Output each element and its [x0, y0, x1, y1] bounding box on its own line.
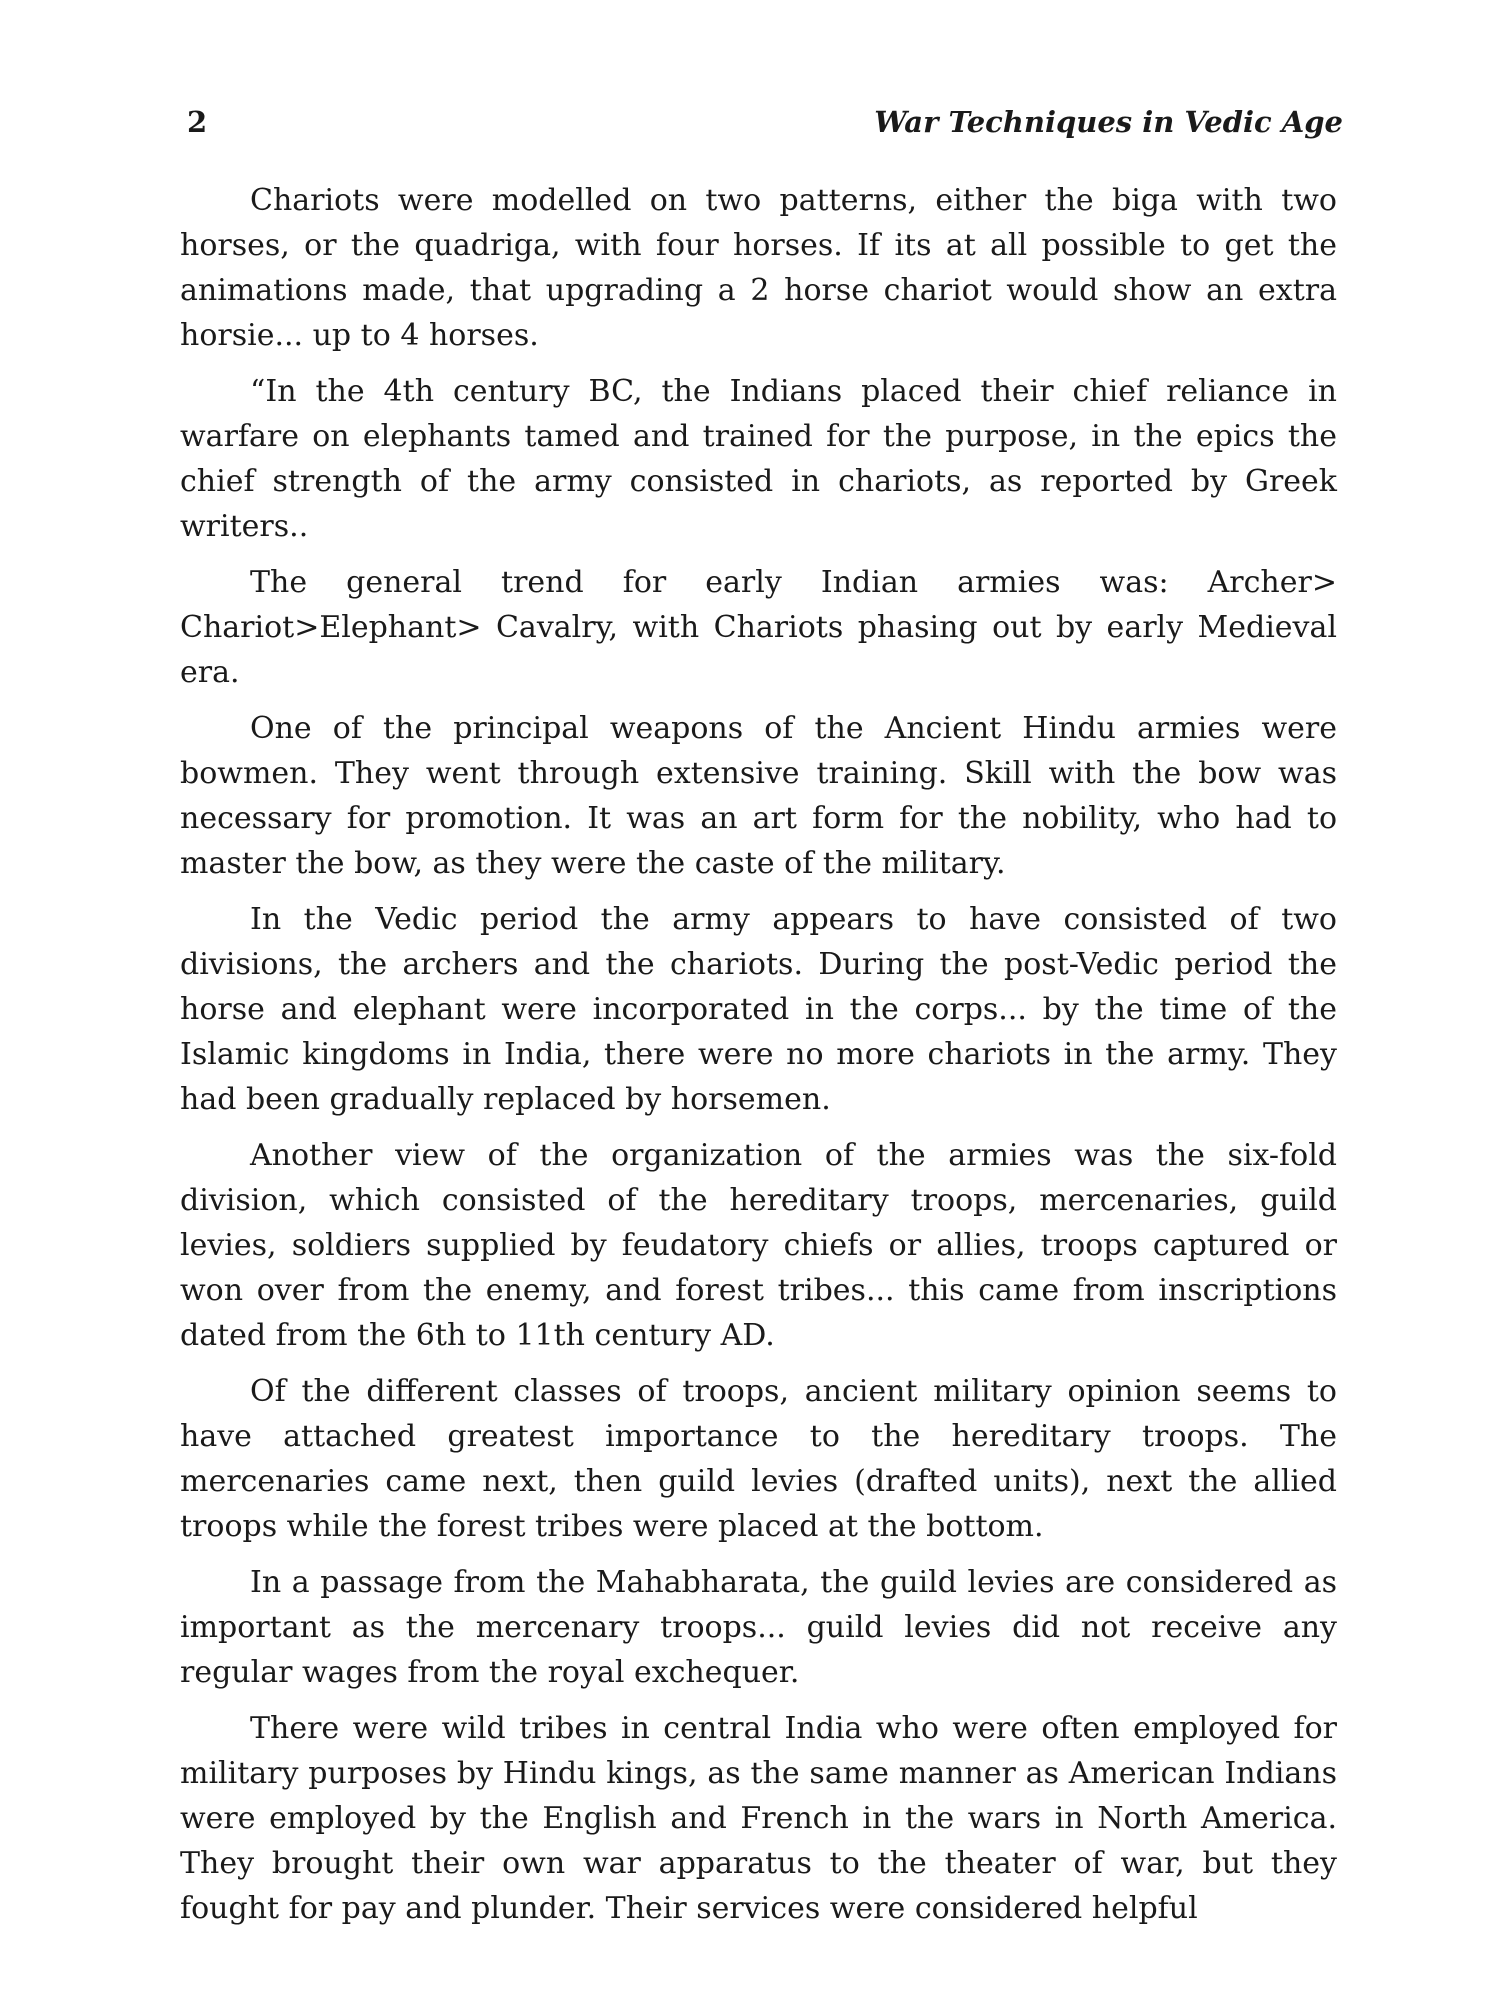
paragraph-general-trend: The general trend for early Indian armies was: Archer> Chariot>Elephant> Cavalry, with Chariots phasing out by early Medieval era.: [180, 565, 1337, 690]
page-number: 2: [187, 105, 208, 139]
paragraph-bowmen: One of the principal weapons of the Ancient Hindu armies were bowmen. They went through extensive training. Skill with the bow was necessary for promotion. It was an art form for the nobility, who had to master the bow, as they were the caste of the military.: [180, 711, 1337, 881]
paragraph-4th-century: “In the 4th century BC, the Indians placed their chief reliance in warfare on elephants tamed and trained for the purpose, in the epics the chief strength of the army consisted in chariots, as reported by Greek writers..: [180, 374, 1337, 544]
paragraph-wild-tribes: There were wild tribes in central India who were often employed for military purposes by Hindu kings, as the same manner as American Indians were employed by the English and French in the wars in North America. They brought their own war apparatus to the theater of war, but they fought for pay and plunder. Their services were considered helpful: [180, 1711, 1337, 1926]
paragraph-six-fold-division: Another view of the organization of the armies was the six-fold division, which consisted of the hereditary troops, mercenaries, guild levies, soldiers supplied by feudatory chiefs or allies, troops captured or won over from the enemy, and forest tribes... this came from inscriptions dated from the 6th to 11th century AD.: [180, 1138, 1337, 1353]
paragraph-chariot-patterns: Chariots were modelled on two patterns, either the biga with two horses, or the quadriga, with four horses. If its at all possible to get the animations made, that upgrading a 2 horse chariot would show an extra horsie... up to 4 horses.: [180, 183, 1337, 353]
paragraph-troop-classes: Of the different classes of troops, ancient military opinion seems to have attached greatest importance to the hereditary troops. The mercenaries came next, then guild levies (drafted units), next the allied troops while the forest tribes were placed at the bottom.: [180, 1374, 1337, 1544]
running-head: [187, 100, 1343, 144]
paragraph-mahabharata: In a passage from the Mahabharata, the guild levies are considered as important as the mercenary troops... guild levies did not receive any regular wages from the royal exchequer.: [180, 1565, 1337, 1690]
running-title: War Techniques in Vedic Age: [874, 105, 1343, 139]
body-text: [180, 178, 1337, 1942]
paragraph-vedic-period: In the Vedic period the army appears to have consisted of two divisions, the archers and the chariots. During the post-Vedic period the horse and elephant were incorporated in the corps... by the time of the Islamic kingdoms in India, there were no more chariots in the army. They had been gradually replaced by horsemen.: [180, 902, 1337, 1117]
